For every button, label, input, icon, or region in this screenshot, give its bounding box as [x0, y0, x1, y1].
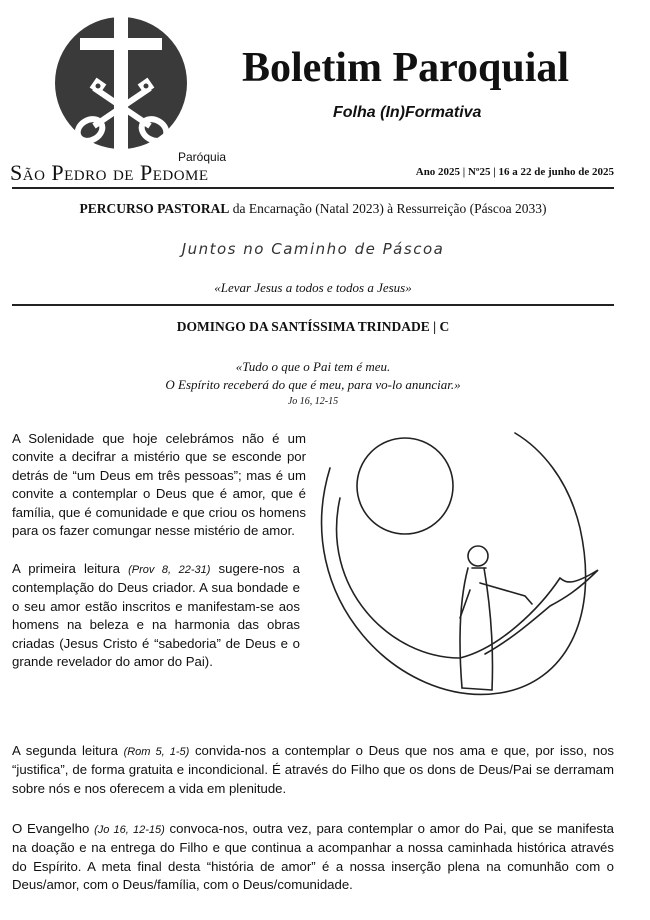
- issue-info: Ano 2025 | Nº25 | 16 a 22 de junho de 2025: [415, 166, 614, 178]
- parish-name: São Pedro de Pedome: [10, 160, 209, 185]
- parish-logo-cross-keys-icon: [54, 8, 189, 158]
- first-reading-ref: (Prov 8, 22-31): [128, 564, 211, 576]
- first-reading-text: sugere-nos a contemplação do Deus criador. A sua bondade e o seu amor estão inscritos e manifestam-se aos homens na beleza e na harmonia das obras criadas (Jesus Cristo é “sabedoria” de Deus e o grande revelador do amor do Pai).: [12, 561, 300, 670]
- journey-title: Juntos no Caminho de Páscoa: [181, 240, 445, 258]
- divider-middle: [12, 304, 614, 306]
- second-reading-ref: (Rom 5, 1-5): [123, 746, 190, 758]
- gospel-ref: (Jo 16, 12-15): [94, 824, 165, 836]
- gospel-text: convoca-nos, outra vez, para contemplar o amor do Pai, que se manifesta na doação e na entrega do Filho e que continua a acompanhar a nossa caminhada histórica através do Espírito. A meta final desta “história de amor” é a nossa inserção plena na comunhão com o Deus/amor, com o Deus/família, com o Deus/comunidade.: [12, 821, 614, 893]
- divider-top: [12, 187, 614, 189]
- paragraph-intro: A Solenidade que hoje celebrámos não é um convite a decifrar a mistério que se esconde por detrás de “um Deus em três pessoas”; mas é um convite a contemplar o Deus que é amor, que é família, que é comunidade e que criou os homens para os fazer comungar nesse mistério de amor.: [12, 431, 306, 539]
- paragraph-gospel: [12, 820, 614, 895]
- paragraph-first-reading: [12, 560, 300, 671]
- gospel-quote-line-2: O Espírito receberá do que é meu, para vo-lo anunciar.»: [165, 377, 461, 392]
- pastoral-path-bold: PERCURSO PASTORAL: [79, 201, 230, 216]
- gospel-label: O Evangelho: [12, 821, 95, 836]
- second-reading-text: convida-nos a contemplar o Deus que nos ama e que, por isso, nos “justifica”, de forma gratuita e incondicional. É através do Filho que os dons de Deus/Pai se derramam sobre nós e nos oferecem a vida em plenitude.: [12, 743, 614, 796]
- bulletin-title: Boletim Paroquial: [242, 45, 570, 91]
- paragraph-second-reading: [12, 742, 614, 798]
- first-reading-label: A primeira leitura: [12, 561, 129, 576]
- second-reading-label: A segunda leitura: [12, 743, 124, 758]
- pastoral-path-line: [12, 201, 614, 217]
- motto: «Levar Jesus a todos e todos a Jesus»: [214, 280, 412, 295]
- sunday-title: DOMINGO DA SANTÍSSIMA TRINDADE | C: [176, 319, 450, 334]
- gospel-quote-line-1: «Tudo o que o Pai tem é meu.: [235, 359, 391, 374]
- trinity-illustration-icon: [310, 418, 610, 718]
- pastoral-path-rest: da Encarnação (Natal 2023) à Ressurreição (Páscoa 2033): [229, 201, 547, 216]
- parish-label: Paróquia: [178, 150, 227, 164]
- gospel-quote-reference: Jo 16, 12-15: [287, 396, 339, 407]
- bulletin-subtitle: Folha (In)Formativa: [333, 104, 482, 121]
